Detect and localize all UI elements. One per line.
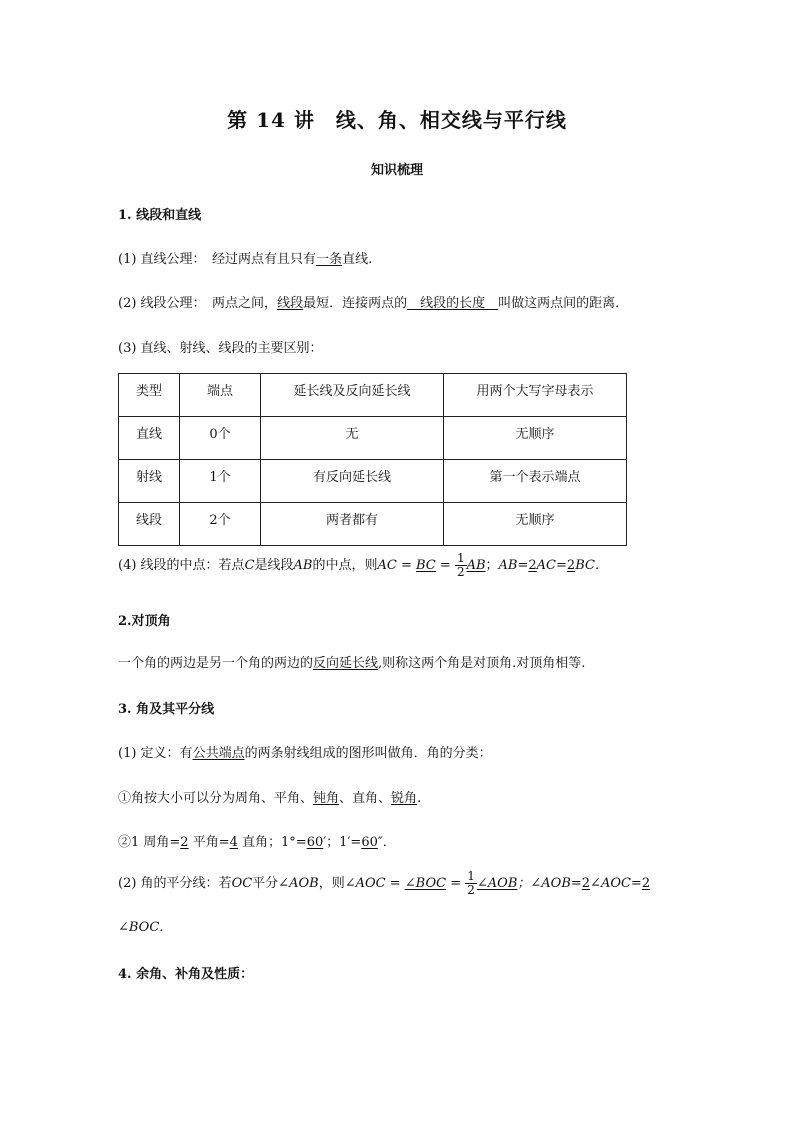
bisector-formula-cont: ∠BOC． [118,920,173,935]
table-header-cell: 类型 [119,374,180,417]
answer-blank: 反向延长线 [313,656,379,671]
table-cell: 无 [261,417,444,460]
table-cell: 无顺序 [444,503,627,546]
answer-blank: 2 [581,876,591,891]
answer-blank: 线段 [277,296,304,311]
table-header-row [119,374,627,417]
answer-blank: 2 [566,558,576,573]
comparison-intro: (3) 直线、射线、线段的主要区别： [118,341,323,356]
table-header-cell: 延长线及反向延长线 [261,374,444,417]
table-cell: 两者都有 [261,503,444,546]
table-header-cell: 端点 [180,374,261,417]
answer-blank: 2 [641,876,651,891]
answer-blank: 线段的长度 [407,296,499,311]
section-3-heading: 3. 角及其平分线 [118,702,215,717]
table-row [119,460,627,503]
section-4-heading: 4. 余角、补角及性质： [118,967,254,982]
page-title: 第 14 讲 线、角、相交线与平行线 [227,108,567,132]
segment-axiom: (2) 线段公理： 两点之间，线段最短．连接两点的 线段的长度 叫做这两点间的距离． [118,296,629,311]
answer-blank: ∠BOC [404,876,447,891]
line-axiom: (1) 直线公理： 经过两点有且只有一条直线. [118,252,373,267]
answer-blank: 2 [180,835,189,850]
answer-blank: 2 [528,558,537,573]
table-cell: 射线 [119,460,180,503]
answer-blank: 钝角 [313,791,340,806]
table-cell: 线段 [119,503,180,546]
answer-blank: 60 [306,835,324,850]
table-cell: 第一个表示端点 [444,460,627,503]
fraction: $\frac{1}{2}$ [467,869,475,897]
table-cell: 2个 [180,503,261,546]
vertical-angles-text: 一个角的两边是另一个角的两边的反向延长线,则称这两个角是对顶角.对顶角相等. [118,656,586,671]
answer-blank: 60 [361,835,378,850]
table-cell: 直线 [119,417,180,460]
midpoint-formula: (4) 线段的中点：若点C是线段AB的中点，则AC = BC = $\frac{1}{2}$ AB；AB=2AC=2BC． [118,551,608,579]
table-cell: 有反向延长线 [261,460,444,503]
table-header-cell: 用两个大写字母表示 [444,374,627,417]
section-1-heading: 1. 线段和直线 [118,208,202,223]
section-2-heading: 2.对顶角 [118,614,171,629]
comparison-table [118,373,627,546]
table-row [119,417,627,460]
angle-units: ②1 周角=2 平角=4 直角；1°=60′；1′=60″． [118,835,396,850]
answer-blank: 锐角 [391,791,418,806]
table-cell: 1个 [180,460,261,503]
answer-blank: 一条 [316,252,343,267]
answer-blank: BC [416,558,436,573]
answer-blank: 4 [229,835,238,850]
bisector-formula: (2) 角的平分线：若OC平分∠AOB，则∠AOC = ∠BOC = $\frac{1}{2}$ ∠AOB；∠AOB=2∠AOC=2 [118,869,651,897]
answer-blank: 公共端点 [192,746,245,761]
answer-blank: ∠AOB [476,876,518,891]
table-cell: 0个 [180,417,261,460]
angle-definition: (1) 定义：有公共端点的两条射线组成的图形叫做角．角的分类： [118,746,492,761]
angle-classification: ①角按大小可以分为周角、平角、钝角、直角、锐角. [118,791,422,806]
fraction: $\frac{1}{2}$ [456,551,465,579]
table-cell: 无顺序 [444,417,627,460]
answer-blank: AB [466,558,486,573]
table-row [119,503,627,546]
section-subtitle: 知识梳理 [370,163,423,178]
